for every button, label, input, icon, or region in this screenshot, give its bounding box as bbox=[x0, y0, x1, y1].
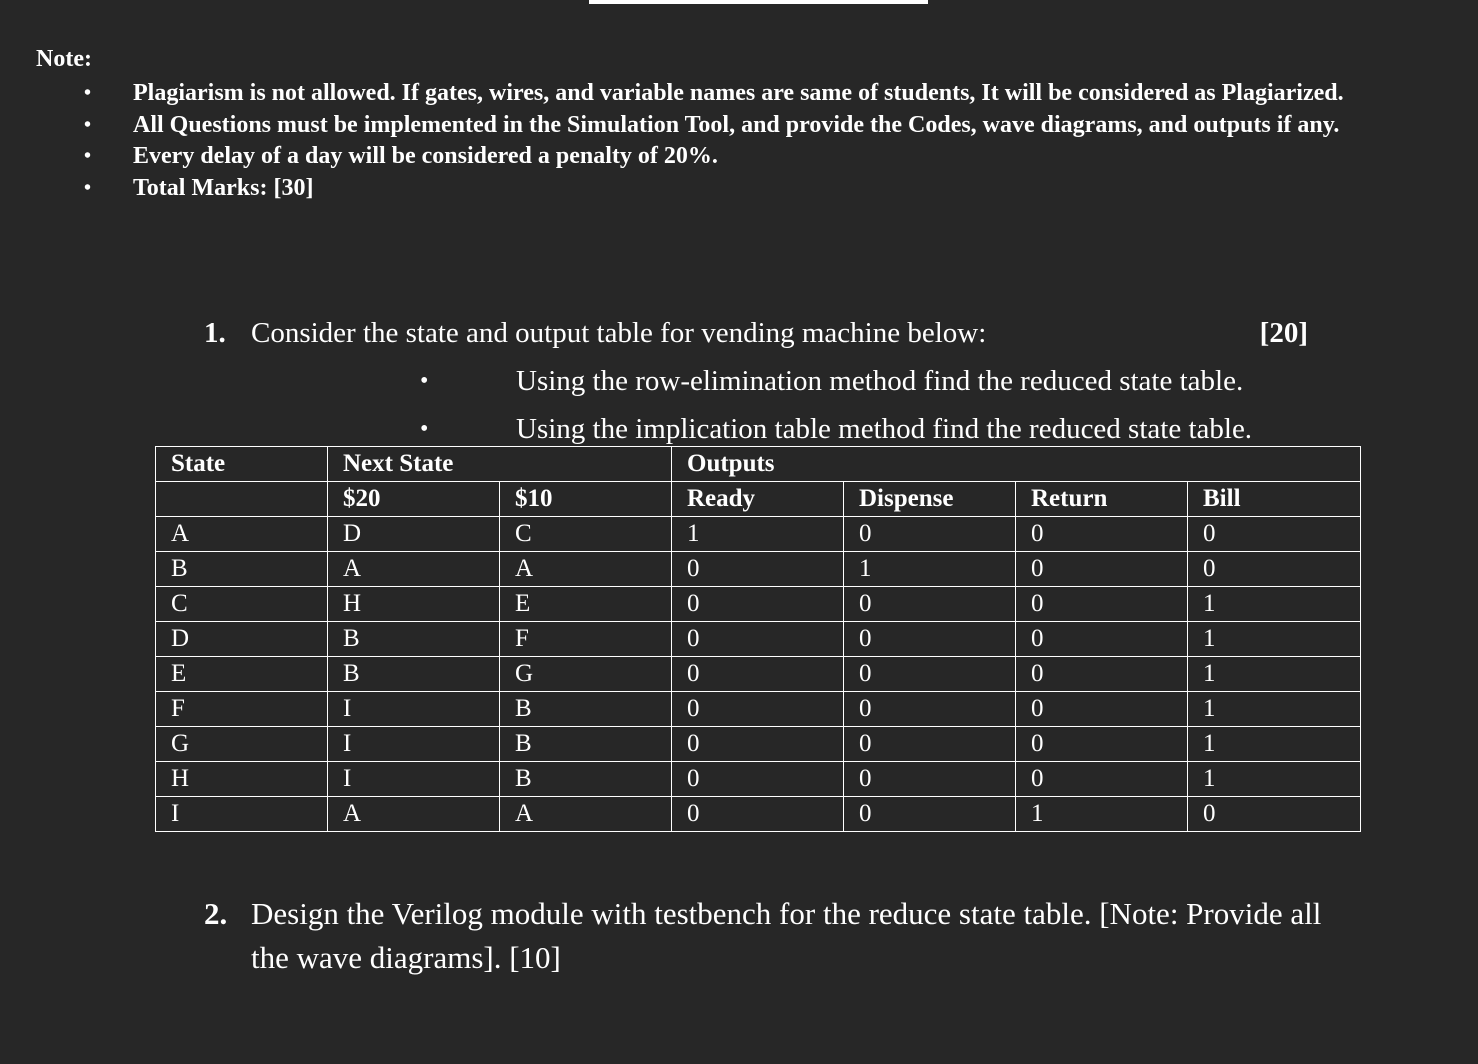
table-cell: 1 bbox=[672, 517, 844, 552]
column-header: Ready bbox=[672, 482, 844, 517]
table-cell: 0 bbox=[1016, 727, 1188, 762]
table-row bbox=[156, 762, 1361, 797]
header-state: State bbox=[156, 447, 328, 482]
table-cell: 1 bbox=[1188, 727, 1361, 762]
table-cell: 0 bbox=[1188, 797, 1361, 832]
table-cell: 0 bbox=[1016, 762, 1188, 797]
table-cell: 0 bbox=[1016, 622, 1188, 657]
table-cell: G bbox=[500, 657, 672, 692]
column-header: Dispense bbox=[844, 482, 1016, 517]
bullet-icon: • bbox=[84, 82, 92, 104]
table-cell: 0 bbox=[1188, 552, 1361, 587]
table-row bbox=[156, 587, 1361, 622]
table-cell: 0 bbox=[844, 762, 1016, 797]
state-cell: H bbox=[156, 762, 328, 797]
state-cell: E bbox=[156, 657, 328, 692]
state-cell: F bbox=[156, 692, 328, 727]
table-cell: 1 bbox=[1188, 692, 1361, 727]
table-row bbox=[156, 517, 1361, 552]
table-cell: 0 bbox=[672, 657, 844, 692]
bullet-icon: • bbox=[84, 113, 92, 136]
bullet-icon: • bbox=[420, 368, 429, 394]
table-cell: B bbox=[328, 622, 500, 657]
note-item bbox=[0, 173, 1478, 205]
question-1 bbox=[204, 311, 1314, 355]
table-cell: B bbox=[500, 727, 672, 762]
column-header: $20 bbox=[328, 482, 500, 517]
table-cell: 0 bbox=[844, 622, 1016, 657]
note-text: Every delay of a day will be considered a penalty of 20%. bbox=[133, 143, 718, 169]
table-cell: A bbox=[328, 797, 500, 832]
table-cell: 0 bbox=[1188, 517, 1361, 552]
question-1-text: Consider the state and output table for vending machine below: bbox=[251, 317, 987, 349]
table-row bbox=[156, 657, 1361, 692]
table-cell: 0 bbox=[1016, 692, 1188, 727]
subitem-text: Using the row-elimination method find the reduced state table. bbox=[516, 365, 1244, 397]
table-row bbox=[156, 622, 1361, 657]
table-cell: 0 bbox=[672, 587, 844, 622]
table-cell: 1 bbox=[1188, 657, 1361, 692]
table-cell: E bbox=[500, 587, 672, 622]
table-cell: 0 bbox=[1016, 587, 1188, 622]
table-cell: 0 bbox=[672, 622, 844, 657]
header-next-state: Next State bbox=[328, 447, 500, 482]
state-cell: I bbox=[156, 797, 328, 832]
table-cell: B bbox=[500, 692, 672, 727]
table-cell: 1 bbox=[1188, 622, 1361, 657]
state-output-table bbox=[155, 446, 1361, 832]
note-text: Plagiarism is not allowed. If gates, wires, and variable names are same of students, It will be considered as Plagiarized. bbox=[133, 80, 1344, 106]
table-cell: 0 bbox=[844, 797, 1016, 832]
bullet-icon: • bbox=[420, 416, 429, 442]
column-header: Bill bbox=[1188, 482, 1361, 517]
subitem-text: Using the implication table method find the reduced state table. bbox=[516, 413, 1253, 445]
table-cell: 0 bbox=[844, 692, 1016, 727]
note-item bbox=[0, 78, 1478, 110]
table-cell: 0 bbox=[844, 727, 1016, 762]
table-cell: H bbox=[328, 587, 500, 622]
table-cell: F bbox=[500, 622, 672, 657]
column-header: Return bbox=[1016, 482, 1188, 517]
table-cell: D bbox=[328, 517, 500, 552]
table-row bbox=[156, 692, 1361, 727]
table-cell: I bbox=[328, 692, 500, 727]
table-cell: B bbox=[328, 657, 500, 692]
state-cell: B bbox=[156, 552, 328, 587]
table-group-header-row bbox=[156, 447, 1361, 482]
note-item bbox=[0, 110, 1478, 142]
table-cell: 1 bbox=[1016, 797, 1188, 832]
note-label: Note: bbox=[36, 46, 92, 72]
question-2-text: Design the Verilog module with testbench for the reduce state table. [Note: Provide all the wave diagrams]. [10] bbox=[251, 896, 1322, 975]
table-cell: 1 bbox=[844, 552, 1016, 587]
table-cell: 1 bbox=[1188, 587, 1361, 622]
table-cell: 0 bbox=[672, 692, 844, 727]
table-cell: B bbox=[500, 762, 672, 797]
question-1-marks: [20] bbox=[1259, 317, 1308, 349]
table-cell: C bbox=[500, 517, 672, 552]
table-cell: A bbox=[500, 552, 672, 587]
table-cell: A bbox=[328, 552, 500, 587]
bullet-icon: • bbox=[84, 145, 92, 167]
table-row bbox=[156, 797, 1361, 832]
table-column-header-row bbox=[156, 482, 1361, 517]
table-row bbox=[156, 727, 1361, 762]
note-text: Total Marks: [30] bbox=[133, 174, 314, 201]
table-cell: 0 bbox=[672, 552, 844, 587]
table-cell: 0 bbox=[844, 587, 1016, 622]
table-cell: 0 bbox=[844, 657, 1016, 692]
note-item bbox=[0, 141, 1478, 173]
table-cell: 0 bbox=[672, 762, 844, 797]
table-cell: 0 bbox=[672, 797, 844, 832]
state-cell: D bbox=[156, 622, 328, 657]
table-cell: 0 bbox=[844, 517, 1016, 552]
state-cell: A bbox=[156, 517, 328, 552]
table-cell: I bbox=[328, 727, 500, 762]
table-cell: I bbox=[328, 762, 500, 797]
table-cell: A bbox=[500, 797, 672, 832]
top-edge-bar bbox=[589, 0, 928, 4]
notes-list bbox=[0, 78, 1478, 204]
note-text: All Questions must be implemented in the Simulation Tool, and provide the Codes, wave diagrams, and outputs if any. bbox=[133, 111, 1340, 138]
state-cell: C bbox=[156, 587, 328, 622]
table-cell: 0 bbox=[1016, 552, 1188, 587]
question-2 bbox=[204, 892, 1364, 980]
question-1-number: 1. bbox=[204, 317, 226, 349]
table-cell: 0 bbox=[1016, 657, 1188, 692]
column-header: $10 bbox=[500, 482, 672, 517]
table-row bbox=[156, 552, 1361, 587]
table-cell: 0 bbox=[672, 727, 844, 762]
table-cell: 1 bbox=[1188, 762, 1361, 797]
bullet-icon: • bbox=[84, 176, 92, 199]
state-cell: G bbox=[156, 727, 328, 762]
table-cell: 0 bbox=[1016, 517, 1188, 552]
header-outputs: Outputs bbox=[672, 447, 844, 482]
question-2-number: 2. bbox=[204, 896, 228, 931]
